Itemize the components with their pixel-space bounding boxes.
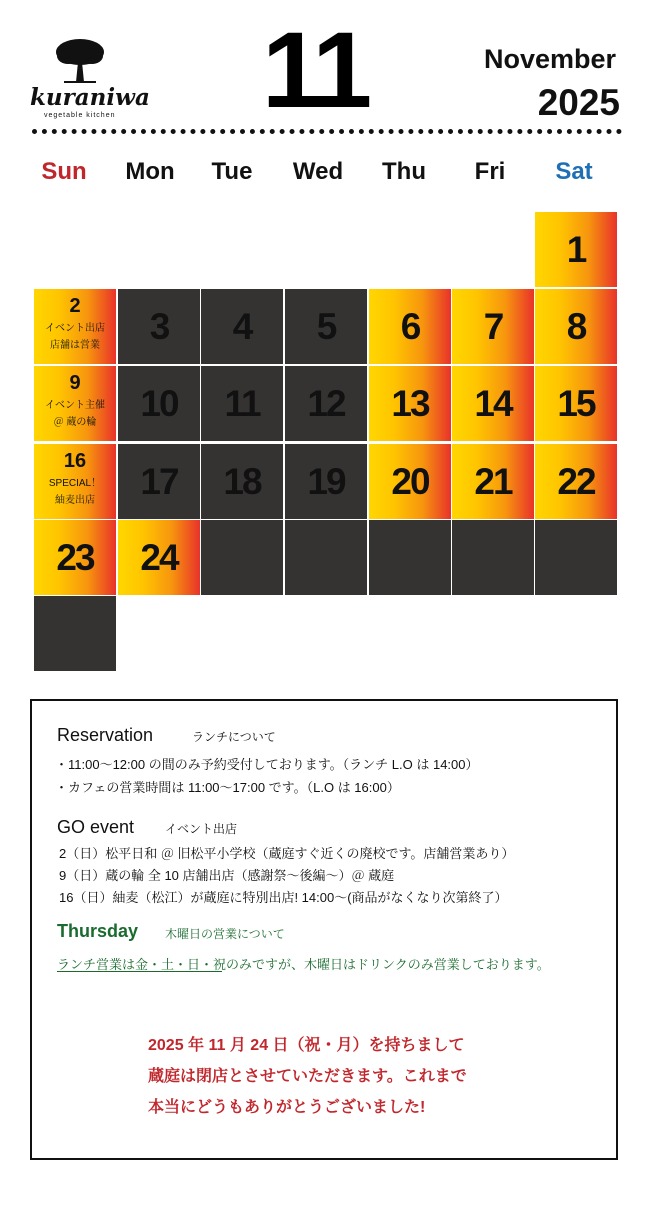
day-cell-empty — [34, 596, 116, 671]
weekday-fri: Fri — [474, 158, 506, 185]
day-number: 9 — [69, 372, 81, 394]
day-number: 8 — [566, 305, 586, 347]
day-number: 17 — [140, 460, 178, 502]
day-cell-closed — [285, 366, 367, 441]
closing-message: 蔵庭は閉店とさせていただきます。これまで — [148, 1068, 467, 1085]
day-cell-closed — [285, 289, 367, 364]
go-event-line: 2（日）松平日和 ＠ 旧松平小学校（蔵庭すぐ近くの廃校です。店舗営業あり） — [59, 846, 515, 861]
day-cell-closed — [118, 366, 200, 441]
day-cell-closed — [201, 366, 283, 441]
reservation-title: Reservation — [57, 725, 154, 745]
thursday-subtitle: 木曜日の営業について — [165, 927, 285, 941]
day-cell-open — [369, 289, 451, 364]
closing-message: 2025 年 11 月 24 日（祝・月）を持ちまして — [148, 1037, 465, 1054]
weekday-thu: Thu — [382, 158, 426, 185]
closing-message: 本当にどうもありがとうございました! — [148, 1099, 426, 1116]
day-number: 19 — [307, 460, 345, 502]
day-cell-closed — [201, 289, 283, 364]
day-number: 21 — [474, 460, 512, 502]
weekday-sat: Sat — [555, 158, 593, 185]
day-number: 16 — [63, 450, 87, 472]
day-cell-empty — [452, 520, 534, 595]
day-note: 店舗は営業 — [50, 340, 100, 351]
day-note: SPECIAL！ — [48, 478, 102, 489]
day-cell-closed — [118, 289, 200, 364]
day-number: 2 — [69, 295, 81, 317]
day-cell-closed — [118, 444, 200, 519]
day-cell-event — [34, 366, 116, 441]
day-cell-open — [34, 520, 116, 595]
day-cell-open — [535, 444, 617, 519]
reservation-line: ・11:00〜12:00 の間のみ予約受付しております。（ランチ L.O は 14:00） — [55, 757, 479, 772]
year: 2025 — [537, 82, 620, 123]
day-number: 13 — [391, 382, 429, 424]
day-cell-closed — [201, 444, 283, 519]
tree-icon — [54, 36, 106, 84]
thursday-line: ランチ営業は金・土・日・祝のみですが、木曜日はドリンクのみ営業しております。 — [57, 957, 550, 972]
day-note: イベント出店 — [45, 323, 105, 334]
day-cell-closed — [285, 444, 367, 519]
weekday-wed: Wed — [292, 158, 344, 185]
day-cell-event — [34, 289, 116, 364]
day-cell-open — [452, 289, 534, 364]
dotted-divider — [32, 129, 622, 134]
logo-subtitle: vegetable kitchen — [44, 112, 116, 119]
day-number: 12 — [307, 382, 345, 424]
day-number: 15 — [557, 382, 595, 424]
reservation-line: ・カフェの営業時間は 11:00〜17:00 です。（L.O は 16:00） — [55, 780, 400, 795]
day-number: 3 — [149, 305, 169, 347]
day-number: 6 — [400, 305, 420, 347]
day-number: 4 — [232, 305, 252, 347]
logo-name: kuraniwa — [30, 84, 150, 111]
weekday-sun: Sun — [41, 158, 87, 185]
day-number: 24 — [140, 536, 178, 578]
go-event-line: 16（日）紬麦（松江）が蔵庭に特別出店! 14:00〜(商品がなくなり次第終了） — [59, 890, 508, 905]
weekday-mon: Mon — [125, 158, 175, 185]
day-number: 11 — [224, 382, 260, 424]
day-number: 5 — [316, 305, 336, 347]
day-note: ＠ 蔵の輪 — [53, 417, 97, 428]
thursday-underline — [57, 971, 222, 972]
day-number: 20 — [391, 460, 429, 502]
weekday-tue: Tue — [211, 158, 253, 185]
go-event-title: GO event — [57, 817, 135, 837]
day-cell-open — [452, 444, 534, 519]
month-name: November — [483, 44, 616, 74]
day-cell-open — [118, 520, 200, 595]
thursday-title: Thursday — [57, 921, 139, 941]
day-cell-open — [535, 212, 617, 287]
day-number: 22 — [557, 460, 595, 502]
day-cell-empty — [201, 520, 283, 595]
day-number: 23 — [56, 536, 94, 578]
day-cell-open — [535, 289, 617, 364]
day-cell-empty — [285, 520, 367, 595]
day-note: 紬麦出店 — [55, 495, 95, 506]
day-number: 1 — [566, 228, 586, 270]
day-cell-open — [369, 444, 451, 519]
day-cell-open — [452, 366, 534, 441]
day-note: イベント主催 — [45, 400, 105, 411]
day-cell-event — [34, 444, 116, 519]
info-box — [30, 699, 618, 1160]
month-number: 11 — [262, 9, 369, 130]
day-cell-open — [369, 366, 451, 441]
day-cell-open — [535, 366, 617, 441]
day-number: 14 — [474, 382, 512, 424]
day-number: 7 — [483, 305, 503, 347]
go-event-subtitle: イベント出店 — [165, 822, 238, 836]
logo — [28, 32, 150, 122]
day-number: 10 — [140, 382, 178, 424]
reservation-subtitle: ランチについて — [192, 730, 276, 744]
day-number: 18 — [223, 460, 261, 502]
day-cell-empty — [535, 520, 617, 595]
day-cell-empty — [369, 520, 451, 595]
go-event-line: 9（日）蔵の輪 全 10 店舗出店（感謝祭〜後編〜）＠ 蔵庭 — [59, 868, 395, 883]
